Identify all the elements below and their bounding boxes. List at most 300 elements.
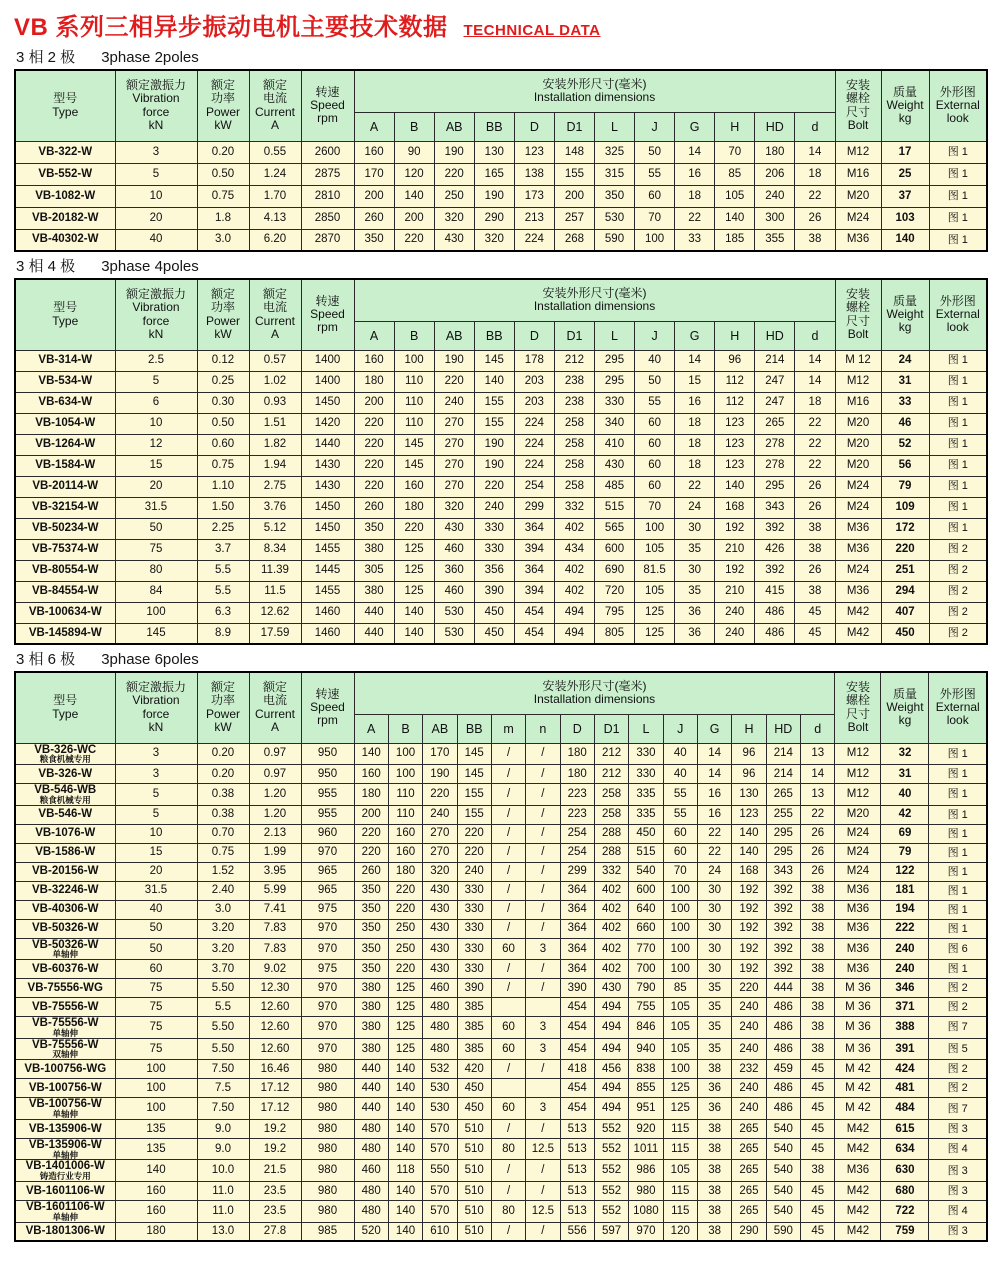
cell-dim-H: 192	[732, 960, 766, 979]
cell-dim-HD: 486	[766, 1038, 800, 1060]
cell-dim-G: 16	[697, 784, 731, 806]
cell-weight: 37	[881, 185, 929, 207]
cell-bolt: M 42	[835, 1098, 881, 1120]
cell-dim-L: 315	[594, 163, 634, 185]
cell-dim-H: 192	[732, 919, 766, 938]
cell-dim-BB: 390	[457, 979, 491, 998]
cell-dim-d: 38	[800, 960, 835, 979]
table-row	[15, 1201, 987, 1223]
cell-weight: 240	[881, 960, 929, 979]
cell-type-sub: 单轴伸	[52, 1108, 78, 1119]
col-header-current: 额定 电流 Current A	[249, 672, 301, 743]
cell-force: 10	[115, 824, 197, 843]
cell-dim-D1: 268	[554, 229, 594, 251]
cell-dim-H: 96	[732, 743, 766, 765]
cell-dim-n: /	[526, 1060, 560, 1079]
section-heading-4poles	[16, 255, 986, 276]
page-title	[14, 6, 986, 43]
cell-force: 50	[115, 518, 197, 539]
cell-dim-A: 460	[354, 1160, 388, 1182]
cell-bolt: M12	[835, 784, 881, 806]
cell-bolt: M20	[835, 413, 881, 434]
col-header-look: 外形图 External look	[929, 70, 987, 141]
cell-dim-J: 60	[663, 824, 697, 843]
cell-power: 0.50	[197, 163, 249, 185]
cell-force: 3	[115, 141, 197, 163]
cell-dim-J: 70	[635, 497, 675, 518]
dim-header-HD: HD	[766, 714, 800, 743]
cell-dim-D1: 456	[594, 1060, 628, 1079]
cell-dim-H: 290	[732, 1222, 766, 1241]
cell-look: 图 1	[929, 784, 987, 806]
cell-bolt: M36	[835, 1160, 881, 1182]
cell-dim-AB: 460	[434, 581, 474, 602]
col-header-type: 型号 Type	[15, 70, 115, 141]
cell-speed: 965	[301, 862, 354, 881]
cell-dim-d: 38	[795, 229, 835, 251]
cell-dim-BB: 385	[457, 1038, 491, 1060]
cell-dim-H: 240	[732, 1098, 766, 1120]
cell-type: VB-20156-W	[15, 862, 115, 881]
cell-dim-BB: 510	[457, 1160, 491, 1182]
cell-dim-d: 26	[800, 862, 835, 881]
cell-dim-B: 140	[388, 1138, 422, 1160]
cell-dim-D: 223	[560, 805, 594, 824]
cell-bolt: M24	[835, 497, 881, 518]
cell-power: 1.8	[197, 207, 249, 229]
cell-force: 135	[115, 1138, 197, 1160]
cell-bolt: M36	[835, 900, 881, 919]
cell-dim-m: /	[491, 824, 525, 843]
cell-dim-HD: 486	[755, 602, 795, 623]
cell-dim-AB: 480	[423, 998, 457, 1017]
cell-weight: 172	[881, 518, 929, 539]
cell-dim-L: 450	[629, 824, 663, 843]
cell-dim-HD: 392	[766, 881, 800, 900]
cell-bolt: M12	[835, 765, 881, 784]
table-row	[15, 1038, 987, 1060]
cell-dim-AB: 270	[434, 434, 474, 455]
cell-look: 图 1	[929, 919, 987, 938]
cell-type: VB-50326-W	[15, 919, 115, 938]
cell-weight: 388	[881, 1017, 929, 1039]
cell-dim-m: /	[491, 881, 525, 900]
cell-dim-J: 70	[663, 862, 697, 881]
cell-dim-J: 85	[663, 979, 697, 998]
cell-dim-J: 125	[663, 1079, 697, 1098]
dim-header-D: D	[514, 112, 554, 141]
cell-speed: 1455	[301, 581, 354, 602]
dim-header-HD: HD	[755, 112, 795, 141]
cell-dim-AB: 220	[434, 163, 474, 185]
cell-bolt: M12	[835, 141, 881, 163]
cell-current: 1.51	[249, 413, 301, 434]
col-header-force: 额定激振力 Vibration force kN	[115, 70, 197, 141]
cell-weight: 42	[881, 805, 929, 824]
cell-dim-d: 26	[795, 497, 835, 518]
cell-type: VB-84554-W	[15, 581, 115, 602]
dim-header-B: B	[394, 112, 434, 141]
cell-dim-AB: 530	[423, 1098, 457, 1120]
cell-force: 40	[115, 229, 197, 251]
cell-dim-d: 45	[800, 1222, 835, 1241]
cell-dim-H: 192	[732, 881, 766, 900]
cell-dim-BB: 450	[474, 602, 514, 623]
cell-dim-D1: 402	[594, 881, 628, 900]
cell-dim-B: 125	[388, 1038, 422, 1060]
cell-type-sub: 铸造行业专用	[39, 1171, 91, 1182]
cell-dim-J: 100	[663, 960, 697, 979]
table-row	[15, 998, 987, 1017]
cell-power: 8.9	[197, 623, 249, 644]
cell-dim-A: 480	[354, 1201, 388, 1223]
cell-dim-G: 24	[675, 497, 715, 518]
cell-power: 1.50	[197, 497, 249, 518]
cell-dim-A: 350	[354, 960, 388, 979]
cell-dim-D: 513	[560, 1201, 594, 1223]
cell-dim-L: 838	[629, 1060, 663, 1079]
cell-look: 图 2	[929, 1079, 987, 1098]
dim-header-B: B	[388, 714, 422, 743]
cell-dim-G: 38	[697, 1160, 731, 1182]
cell-dim-L: 986	[629, 1160, 663, 1182]
cell-dim-AB: 270	[423, 824, 457, 843]
cell-current: 0.57	[249, 350, 301, 371]
cell-dim-BB: 190	[474, 185, 514, 207]
tables-container	[14, 46, 986, 1242]
cell-dim-AB: 430	[423, 881, 457, 900]
cell-dim-AB: 320	[434, 497, 474, 518]
cell-look: 图 1	[929, 476, 987, 497]
cell-speed: 970	[301, 938, 354, 960]
cell-dim-HD: 540	[766, 1138, 800, 1160]
cell-bolt: M36	[835, 539, 881, 560]
cell-force: 50	[115, 919, 197, 938]
cell-current: 19.2	[249, 1138, 301, 1160]
cell-speed: 1440	[301, 434, 354, 455]
cell-weight: 407	[881, 602, 929, 623]
cell-dim-AB: 430	[423, 938, 457, 960]
cell-force: 31.5	[115, 881, 197, 900]
cell-dim-B: 125	[394, 581, 434, 602]
cell-current: 4.13	[249, 207, 301, 229]
cell-dim-BB: 450	[457, 1079, 491, 1098]
cell-look: 图 1	[929, 960, 987, 979]
cell-dim-G: 16	[697, 805, 731, 824]
cell-current: 0.97	[249, 743, 301, 765]
cell-dim-BB: 330	[474, 539, 514, 560]
cell-dim-L: 805	[594, 623, 634, 644]
cell-dim-G: 16	[675, 392, 715, 413]
cell-dim-m: /	[491, 900, 525, 919]
cell-bolt: M24	[835, 476, 881, 497]
cell-dim-D1: 402	[594, 900, 628, 919]
cell-dim-m: 60	[491, 1038, 525, 1060]
dim-header-BB: BB	[474, 112, 514, 141]
cell-dim-H: 140	[732, 843, 766, 862]
cell-dim-d: 45	[800, 1060, 835, 1079]
cell-dim-n: /	[526, 784, 560, 806]
cell-dim-HD: 214	[766, 743, 800, 765]
cell-current: 2.75	[249, 476, 301, 497]
cell-dim-G: 38	[697, 1119, 731, 1138]
cell-dim-L: 295	[594, 371, 634, 392]
cell-dim-B: 125	[388, 1017, 422, 1039]
cell-dim-H: 168	[715, 497, 755, 518]
cell-force: 180	[115, 1222, 197, 1241]
cell-dim-A: 200	[354, 185, 394, 207]
dim-header-n: n	[526, 714, 560, 743]
cell-current: 8.34	[249, 539, 301, 560]
cell-dim-J: 105	[635, 539, 675, 560]
cell-dim-J: 115	[663, 1182, 697, 1201]
cell-dim-G: 30	[697, 881, 731, 900]
cell-power: 3.70	[197, 960, 249, 979]
cell-speed: 1400	[301, 350, 354, 371]
cell-dim-B: 140	[388, 1098, 422, 1120]
cell-dim-D1: 494	[554, 623, 594, 644]
cell-force: 6	[115, 392, 197, 413]
cell-dim-D1: 402	[554, 581, 594, 602]
cell-dim-n: 3	[526, 938, 560, 960]
cell-dim-m: /	[491, 960, 525, 979]
col-header-type: 型号 Type	[15, 672, 115, 743]
cell-speed: 980	[301, 1160, 354, 1182]
table-row	[15, 350, 987, 371]
cell-dim-D: 254	[560, 824, 594, 843]
cell-dim-D1: 430	[594, 979, 628, 998]
cell-look: 图 1	[929, 185, 987, 207]
cell-type: VB-1401006-W 铸造行业专用	[15, 1160, 115, 1182]
cell-type-sub: 单轴伸	[52, 949, 78, 960]
cell-dim-G: 38	[697, 1138, 731, 1160]
cell-bolt: M 42	[835, 1079, 881, 1098]
cell-dim-L: 690	[594, 560, 634, 581]
page-title-cn: VB 系列三相异步振动电机主要技术数据	[14, 14, 448, 41]
cell-dim-A: 220	[354, 824, 388, 843]
cell-speed: 955	[301, 805, 354, 824]
cell-bolt: M20	[835, 185, 881, 207]
cell-weight: 40	[881, 784, 929, 806]
cell-current: 7.83	[249, 938, 301, 960]
cell-dim-D1: 288	[594, 843, 628, 862]
cell-dim-D: 364	[560, 960, 594, 979]
col-header-power: 额定 功率 Power kW	[197, 279, 249, 350]
cell-speed: 975	[301, 960, 354, 979]
cell-dim-L: 1011	[629, 1138, 663, 1160]
dim-header-AB: AB	[423, 714, 457, 743]
cell-power: 0.75	[197, 185, 249, 207]
cell-force: 84	[115, 581, 197, 602]
table-row	[15, 1160, 987, 1182]
cell-dim-AB: 570	[423, 1119, 457, 1138]
cell-dim-d: 14	[795, 141, 835, 163]
cell-type-sub: 双轴伸	[52, 1049, 78, 1060]
cell-dim-L: 330	[594, 392, 634, 413]
cell-dim-AB: 550	[423, 1160, 457, 1182]
cell-look: 图 1	[929, 518, 987, 539]
cell-dim-n	[526, 1079, 560, 1098]
cell-dim-d: 26	[795, 476, 835, 497]
cell-dim-HD: 459	[766, 1060, 800, 1079]
cell-dim-HD: 392	[755, 518, 795, 539]
cell-dim-AB: 270	[434, 413, 474, 434]
dim-header-A: A	[354, 112, 394, 141]
dim-header-d: d	[800, 714, 835, 743]
cell-type: VB-75556-WG	[15, 979, 115, 998]
cell-dim-B: 140	[388, 1119, 422, 1138]
cell-weight: 294	[881, 581, 929, 602]
cell-dim-HD: 540	[766, 1119, 800, 1138]
cell-dim-HD: 355	[755, 229, 795, 251]
cell-dim-L: 855	[629, 1079, 663, 1098]
cell-weight: 680	[881, 1182, 929, 1201]
cell-force: 145	[115, 623, 197, 644]
cell-dim-G: 18	[675, 455, 715, 476]
cell-dim-BB: 510	[457, 1182, 491, 1201]
cell-dim-B: 145	[394, 434, 434, 455]
cell-dim-L: 330	[629, 765, 663, 784]
dim-header-G: G	[675, 321, 715, 350]
cell-dim-n: /	[526, 862, 560, 881]
cell-dim-J: 40	[663, 765, 697, 784]
cell-dim-D1: 258	[554, 455, 594, 476]
cell-weight: 194	[881, 900, 929, 919]
dim-header-J: J	[635, 112, 675, 141]
cell-dim-A: 220	[354, 476, 394, 497]
section-heading-en: 3phase 4poles	[101, 258, 199, 275]
cell-dim-D: 364	[514, 560, 554, 581]
cell-dim-BB: 155	[457, 805, 491, 824]
dim-header-BB: BB	[457, 714, 491, 743]
data-table-2poles	[14, 69, 988, 252]
cell-weight: 759	[881, 1222, 929, 1241]
cell-dim-D: 254	[514, 476, 554, 497]
cell-dim-d: 38	[800, 1160, 835, 1182]
cell-dim-d: 38	[800, 881, 835, 900]
cell-dim-HD: 255	[766, 805, 800, 824]
cell-dim-A: 350	[354, 919, 388, 938]
dim-header-H: H	[715, 112, 755, 141]
cell-dim-L: 600	[629, 881, 663, 900]
cell-dim-D1: 258	[594, 784, 628, 806]
cell-dim-B: 110	[394, 392, 434, 413]
cell-force: 140	[115, 1160, 197, 1182]
cell-dim-BB: 450	[457, 1098, 491, 1120]
cell-current: 0.55	[249, 141, 301, 163]
cell-type: VB-314-W	[15, 350, 115, 371]
cell-dim-G: 30	[697, 960, 731, 979]
cell-dim-D: 223	[560, 784, 594, 806]
table-row	[15, 765, 987, 784]
cell-dim-L: 700	[629, 960, 663, 979]
cell-force: 100	[115, 1079, 197, 1098]
cell-bolt: M 36	[835, 998, 881, 1017]
cell-dim-J: 100	[635, 229, 675, 251]
table-row	[15, 960, 987, 979]
cell-dim-J: 105	[663, 1017, 697, 1039]
cell-dim-D: 180	[560, 743, 594, 765]
cell-dim-HD: 214	[766, 765, 800, 784]
cell-dim-HD: 278	[755, 434, 795, 455]
cell-force: 15	[115, 843, 197, 862]
cell-force: 75	[115, 979, 197, 998]
section-6poles	[14, 648, 986, 1242]
cell-dim-H: 220	[732, 979, 766, 998]
cell-dim-H: 140	[732, 824, 766, 843]
cell-dim-d: 14	[795, 350, 835, 371]
cell-type: VB-32246-W	[15, 881, 115, 900]
cell-dim-AB: 460	[423, 979, 457, 998]
table-row	[15, 938, 987, 960]
cell-power: 5.5	[197, 581, 249, 602]
cell-dim-BB: 240	[457, 862, 491, 881]
cell-dim-G: 14	[675, 350, 715, 371]
cell-dim-BB: 165	[474, 163, 514, 185]
cell-dim-BB: 155	[474, 413, 514, 434]
cell-dim-J: 50	[635, 371, 675, 392]
cell-weight: 240	[881, 938, 929, 960]
cell-dim-B: 220	[394, 518, 434, 539]
cell-force: 100	[115, 1060, 197, 1079]
cell-dim-G: 33	[675, 229, 715, 251]
cell-dim-J: 60	[663, 843, 697, 862]
cell-look: 图 7	[929, 1017, 987, 1039]
cell-dim-B: 110	[394, 413, 434, 434]
cell-dim-d: 45	[800, 1201, 835, 1223]
cell-dim-D: 224	[514, 434, 554, 455]
cell-dim-D: 364	[514, 518, 554, 539]
cell-look: 图 1	[929, 371, 987, 392]
cell-dim-H: 112	[715, 392, 755, 413]
cell-dim-m: /	[491, 862, 525, 881]
cell-dim-A: 480	[354, 1182, 388, 1201]
cell-dim-HD: 265	[766, 784, 800, 806]
cell-dim-HD: 590	[766, 1222, 800, 1241]
table-row	[15, 497, 987, 518]
cell-dim-G: 18	[675, 434, 715, 455]
cell-speed: 2600	[301, 141, 354, 163]
cell-dim-A: 480	[354, 1138, 388, 1160]
cell-type: VB-145894-W	[15, 623, 115, 644]
cell-dim-d: 26	[795, 207, 835, 229]
col-header-current: 额定 电流 Current A	[249, 70, 301, 141]
cell-dim-D1: 238	[554, 392, 594, 413]
cell-dim-m: 60	[491, 1017, 525, 1039]
cell-weight: 450	[881, 623, 929, 644]
cell-dim-L: 430	[594, 455, 634, 476]
cell-dim-J: 55	[663, 805, 697, 824]
cell-speed: 1450	[301, 518, 354, 539]
cell-dim-AB: 190	[434, 350, 474, 371]
cell-type: VB-135906-W	[15, 1119, 115, 1138]
cell-type: VB-20114-W	[15, 476, 115, 497]
cell-dim-L: 770	[629, 938, 663, 960]
cell-dim-HD: 247	[755, 392, 795, 413]
cell-dim-J: 115	[663, 1119, 697, 1138]
section-heading-2poles	[16, 46, 986, 67]
cell-dim-B: 90	[394, 141, 434, 163]
cell-dim-D: 299	[514, 497, 554, 518]
cell-dim-L: 350	[594, 185, 634, 207]
cell-dim-BB: 510	[457, 1222, 491, 1241]
cell-bolt: M36	[835, 919, 881, 938]
cell-dim-D: 513	[560, 1182, 594, 1201]
col-header-power: 额定 功率 Power kW	[197, 70, 249, 141]
cell-dim-G: 16	[675, 163, 715, 185]
cell-dim-J: 55	[635, 392, 675, 413]
cell-dim-m: /	[491, 1160, 525, 1182]
